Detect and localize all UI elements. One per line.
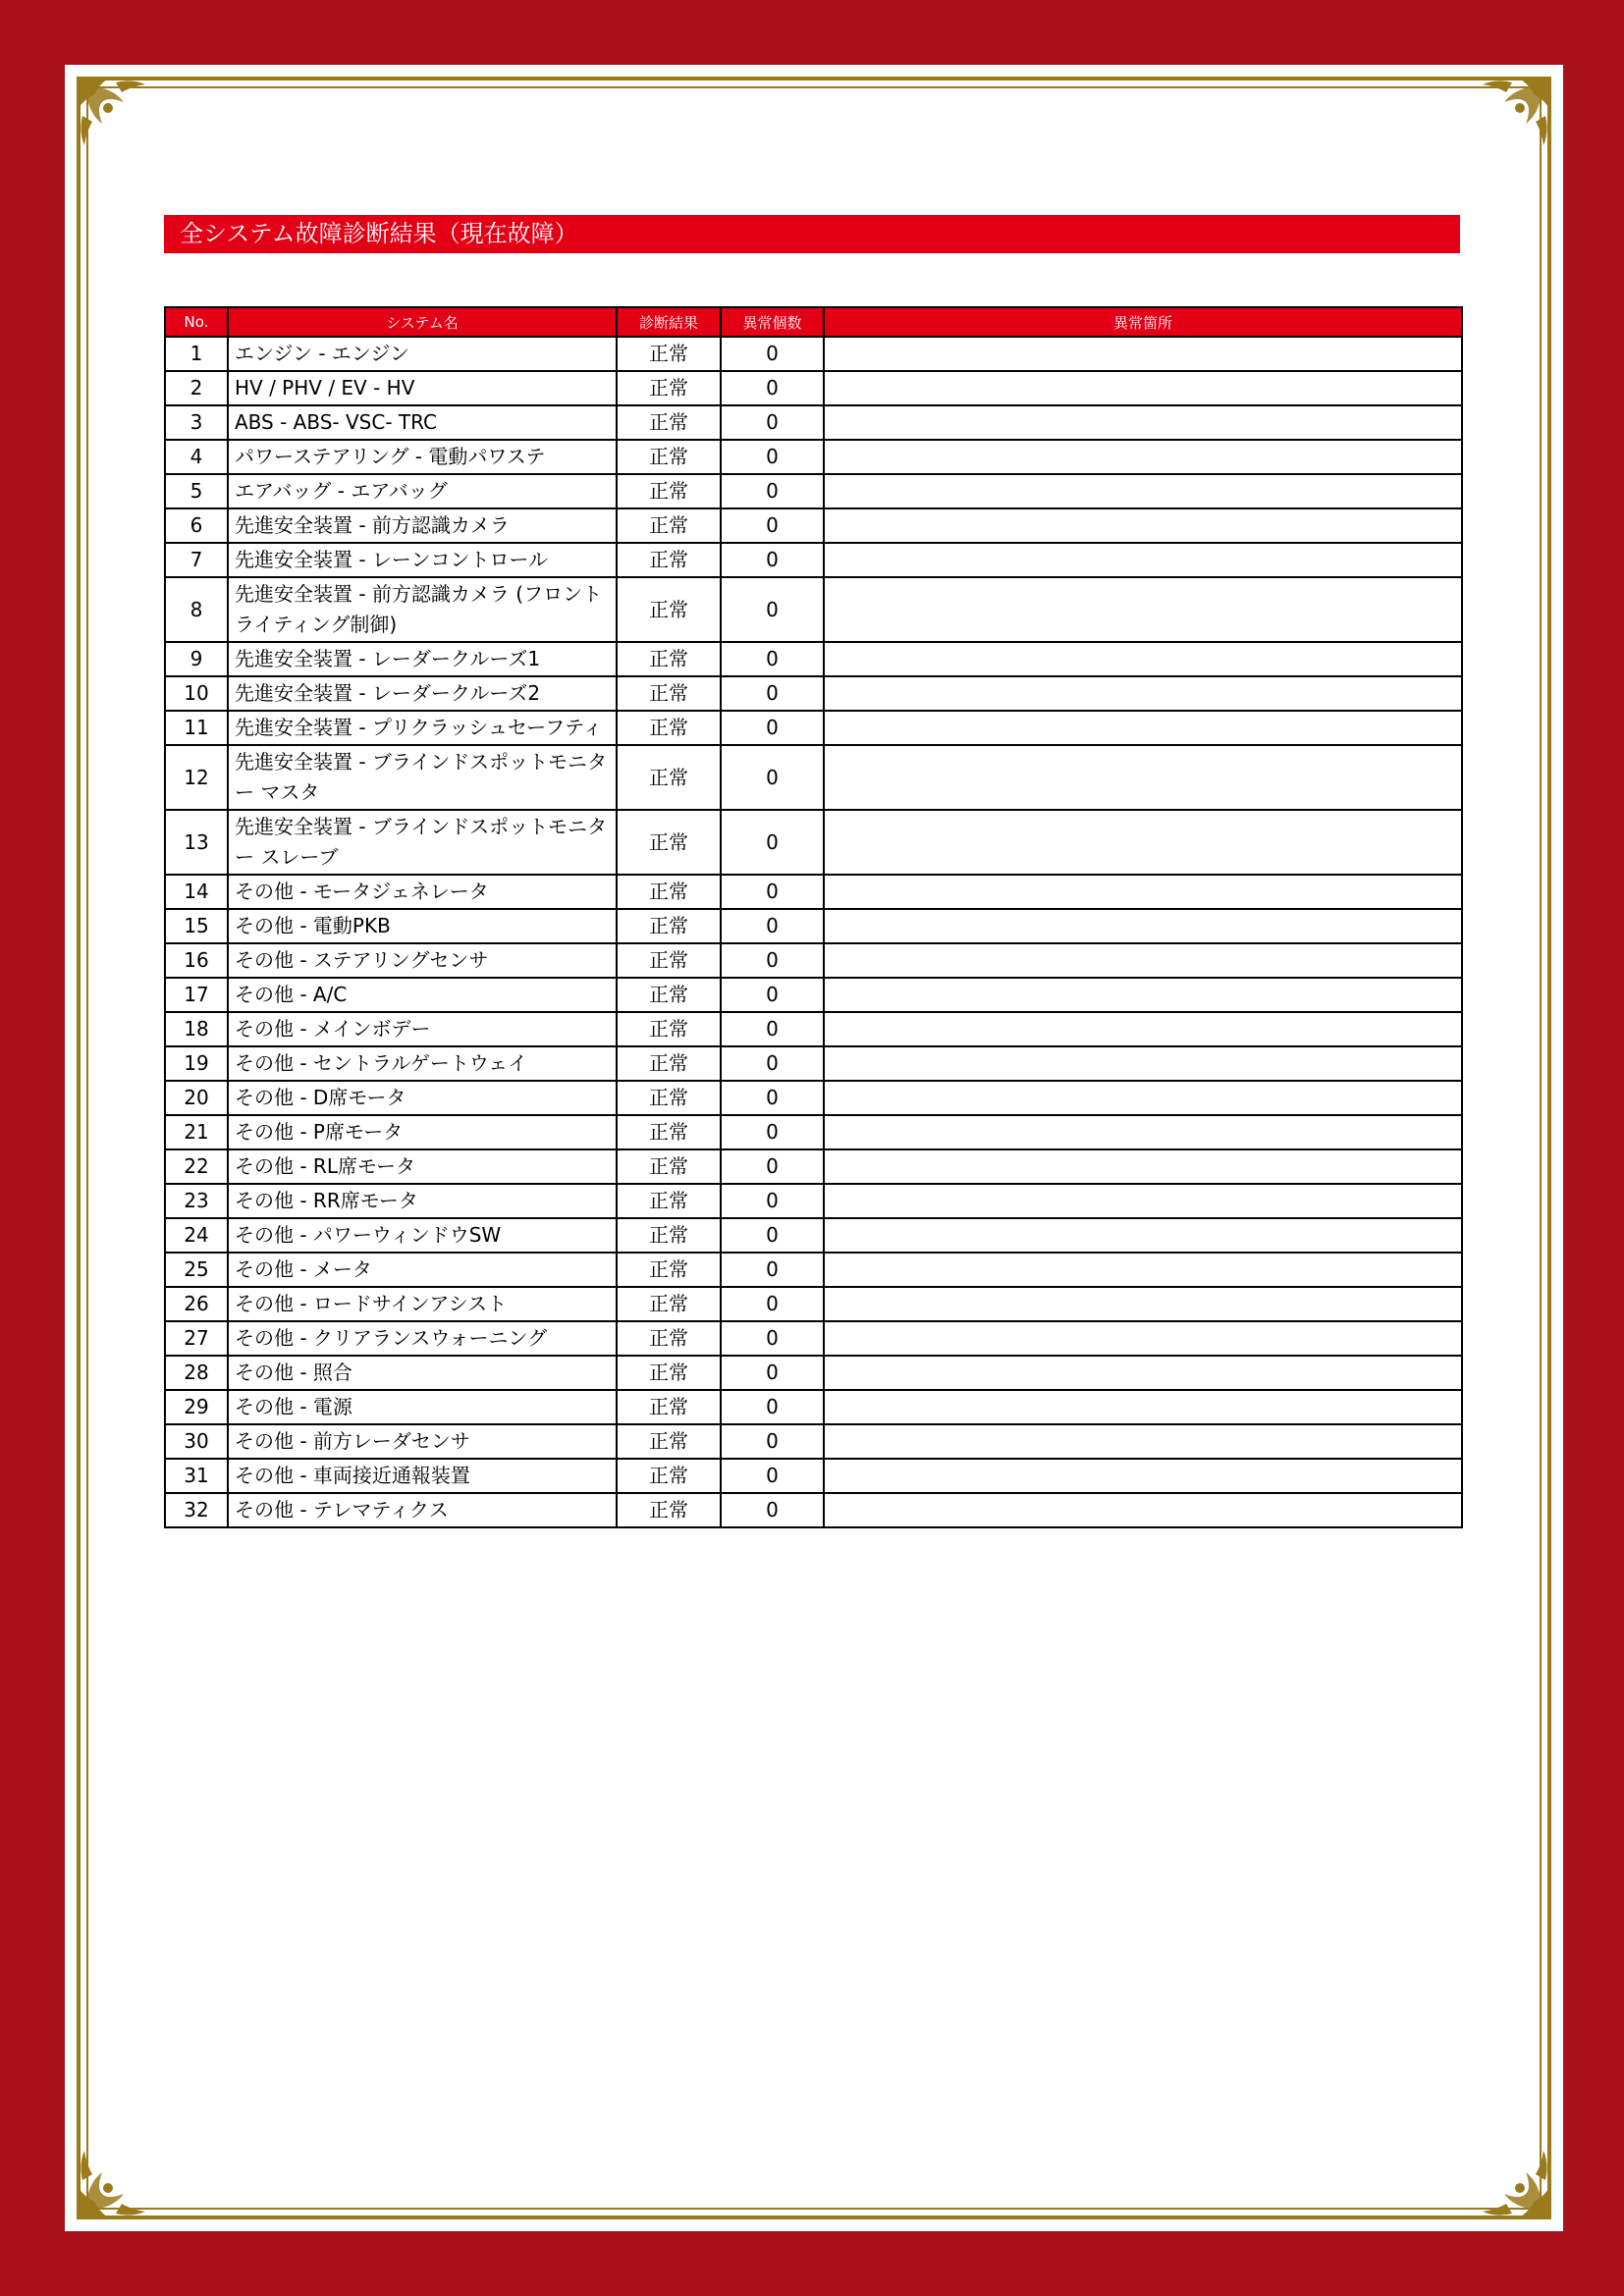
row-location bbox=[824, 1493, 1462, 1527]
row-location bbox=[824, 1115, 1462, 1149]
row-count: 0 bbox=[721, 943, 824, 978]
row-system-name: 先進安全装置 - レーンコントロール bbox=[228, 543, 617, 577]
table-row bbox=[165, 1459, 1462, 1493]
row-system-name: 先進安全装置 - レーダークルーズ1 bbox=[228, 642, 617, 676]
row-system-name: その他 - パワーウィンドウSW bbox=[228, 1218, 617, 1253]
row-no: 13 bbox=[165, 810, 228, 875]
row-no: 27 bbox=[165, 1321, 228, 1356]
row-result: 正常 bbox=[617, 1253, 721, 1287]
table-row bbox=[165, 943, 1462, 978]
row-system-name: その他 - 電動PKB bbox=[228, 909, 617, 943]
row-location bbox=[824, 1012, 1462, 1046]
table-row bbox=[165, 1046, 1462, 1081]
report-page bbox=[65, 65, 1563, 2231]
row-no: 26 bbox=[165, 1287, 228, 1321]
row-count: 0 bbox=[721, 1356, 824, 1390]
row-system-name: 先進安全装置 - レーダークルーズ2 bbox=[228, 676, 617, 711]
row-location bbox=[824, 943, 1462, 978]
row-no: 32 bbox=[165, 1493, 228, 1527]
row-result: 正常 bbox=[617, 875, 721, 909]
row-result: 正常 bbox=[617, 1493, 721, 1527]
table-row bbox=[165, 337, 1462, 371]
row-result: 正常 bbox=[617, 1424, 721, 1459]
row-system-name: 先進安全装置 - 前方認識カメラ (フロントライティング制御) bbox=[228, 577, 617, 642]
row-result: 正常 bbox=[617, 1459, 721, 1493]
header-location: 異常箇所 bbox=[824, 307, 1462, 337]
table-row bbox=[165, 508, 1462, 543]
row-result: 正常 bbox=[617, 1046, 721, 1081]
row-location bbox=[824, 745, 1462, 810]
row-count: 0 bbox=[721, 405, 824, 440]
row-location bbox=[824, 875, 1462, 909]
row-count: 0 bbox=[721, 1459, 824, 1493]
row-result: 正常 bbox=[617, 337, 721, 371]
row-count: 0 bbox=[721, 1287, 824, 1321]
row-no: 18 bbox=[165, 1012, 228, 1046]
row-no: 28 bbox=[165, 1356, 228, 1390]
row-count: 0 bbox=[721, 543, 824, 577]
row-result: 正常 bbox=[617, 1390, 721, 1424]
row-no: 16 bbox=[165, 943, 228, 978]
row-result: 正常 bbox=[617, 676, 721, 711]
table-row bbox=[165, 1184, 1462, 1218]
row-system-name: その他 - モータジェネレータ bbox=[228, 875, 617, 909]
row-result: 正常 bbox=[617, 1115, 721, 1149]
row-count: 0 bbox=[721, 642, 824, 676]
row-count: 0 bbox=[721, 1115, 824, 1149]
row-location bbox=[824, 909, 1462, 943]
header-system-name: システム名 bbox=[228, 307, 617, 337]
row-result: 正常 bbox=[617, 810, 721, 875]
row-no: 3 bbox=[165, 405, 228, 440]
row-location bbox=[824, 1321, 1462, 1356]
row-count: 0 bbox=[721, 371, 824, 405]
row-result: 正常 bbox=[617, 1321, 721, 1356]
row-no: 30 bbox=[165, 1424, 228, 1459]
row-system-name: その他 - ステアリングセンサ bbox=[228, 943, 617, 978]
row-result: 正常 bbox=[617, 1356, 721, 1390]
row-count: 0 bbox=[721, 1046, 824, 1081]
row-location bbox=[824, 1218, 1462, 1253]
row-system-name: その他 - 前方レーダセンサ bbox=[228, 1424, 617, 1459]
header-no: No. bbox=[165, 307, 228, 337]
row-location bbox=[824, 1046, 1462, 1081]
row-system-name: エアバッグ - エアバッグ bbox=[228, 474, 617, 508]
table-row bbox=[165, 1115, 1462, 1149]
row-system-name: 先進安全装置 - ブラインドスポットモニター スレーブ bbox=[228, 810, 617, 875]
row-no: 10 bbox=[165, 676, 228, 711]
row-count: 0 bbox=[721, 1218, 824, 1253]
row-no: 12 bbox=[165, 745, 228, 810]
table-row bbox=[165, 1149, 1462, 1184]
row-no: 5 bbox=[165, 474, 228, 508]
row-system-name: パワーステアリング - 電動パワステ bbox=[228, 440, 617, 474]
row-no: 11 bbox=[165, 711, 228, 745]
row-no: 19 bbox=[165, 1046, 228, 1081]
row-location bbox=[824, 1184, 1462, 1218]
row-system-name: その他 - 車両接近通報装置 bbox=[228, 1459, 617, 1493]
row-location bbox=[824, 1081, 1462, 1115]
row-count: 0 bbox=[721, 810, 824, 875]
row-system-name: その他 - A/C bbox=[228, 978, 617, 1012]
table-row bbox=[165, 642, 1462, 676]
row-result: 正常 bbox=[617, 909, 721, 943]
row-system-name: その他 - メインボデー bbox=[228, 1012, 617, 1046]
row-system-name: その他 - 照合 bbox=[228, 1356, 617, 1390]
row-count: 0 bbox=[721, 978, 824, 1012]
row-result: 正常 bbox=[617, 943, 721, 978]
row-location bbox=[824, 543, 1462, 577]
row-location bbox=[824, 1253, 1462, 1287]
row-result: 正常 bbox=[617, 1012, 721, 1046]
table-row bbox=[165, 543, 1462, 577]
row-system-name: 先進安全装置 - プリクラッシュセーフティ bbox=[228, 711, 617, 745]
row-count: 0 bbox=[721, 875, 824, 909]
row-system-name: その他 - RR席モータ bbox=[228, 1184, 617, 1218]
row-location bbox=[824, 337, 1462, 371]
row-count: 0 bbox=[721, 1390, 824, 1424]
row-count: 0 bbox=[721, 745, 824, 810]
row-result: 正常 bbox=[617, 642, 721, 676]
row-no: 4 bbox=[165, 440, 228, 474]
row-system-name: その他 - P席モータ bbox=[228, 1115, 617, 1149]
row-result: 正常 bbox=[617, 978, 721, 1012]
row-location bbox=[824, 676, 1462, 711]
row-no: 31 bbox=[165, 1459, 228, 1493]
row-no: 22 bbox=[165, 1149, 228, 1184]
row-no: 14 bbox=[165, 875, 228, 909]
row-no: 15 bbox=[165, 909, 228, 943]
row-system-name: エンジン - エンジン bbox=[228, 337, 617, 371]
row-location bbox=[824, 440, 1462, 474]
row-location bbox=[824, 508, 1462, 543]
row-count: 0 bbox=[721, 1149, 824, 1184]
row-system-name: その他 - セントラルゲートウェイ bbox=[228, 1046, 617, 1081]
table-row bbox=[165, 440, 1462, 474]
table-row bbox=[165, 909, 1462, 943]
row-count: 0 bbox=[721, 1493, 824, 1527]
table-row bbox=[165, 1218, 1462, 1253]
row-system-name: その他 - D席モータ bbox=[228, 1081, 617, 1115]
table-row bbox=[165, 1424, 1462, 1459]
row-result: 正常 bbox=[617, 577, 721, 642]
table-row bbox=[165, 1081, 1462, 1115]
table-row bbox=[165, 1390, 1462, 1424]
row-no: 29 bbox=[165, 1390, 228, 1424]
row-location bbox=[824, 642, 1462, 676]
row-location bbox=[824, 711, 1462, 745]
row-no: 23 bbox=[165, 1184, 228, 1218]
row-system-name: 先進安全装置 - 前方認識カメラ bbox=[228, 508, 617, 543]
row-count: 0 bbox=[721, 1081, 824, 1115]
row-location bbox=[824, 1390, 1462, 1424]
row-count: 0 bbox=[721, 1184, 824, 1218]
row-result: 正常 bbox=[617, 745, 721, 810]
row-system-name: HV / PHV / EV - HV bbox=[228, 371, 617, 405]
header-result: 診断結果 bbox=[617, 307, 721, 337]
row-result: 正常 bbox=[617, 405, 721, 440]
row-location bbox=[824, 474, 1462, 508]
table-row bbox=[165, 474, 1462, 508]
row-location bbox=[824, 1287, 1462, 1321]
table-row bbox=[165, 1356, 1462, 1390]
row-location bbox=[824, 810, 1462, 875]
row-location bbox=[824, 1356, 1462, 1390]
row-no: 7 bbox=[165, 543, 228, 577]
table-row bbox=[165, 577, 1462, 642]
table-row bbox=[165, 1321, 1462, 1356]
row-count: 0 bbox=[721, 474, 824, 508]
row-location bbox=[824, 1149, 1462, 1184]
ornament-corner-icon bbox=[73, 2137, 159, 2223]
diagnosis-table bbox=[164, 306, 1463, 1528]
row-system-name: その他 - 電源 bbox=[228, 1390, 617, 1424]
row-result: 正常 bbox=[617, 474, 721, 508]
table-row bbox=[165, 711, 1462, 745]
table-row bbox=[165, 1012, 1462, 1046]
row-count: 0 bbox=[721, 711, 824, 745]
ornament-corner-icon bbox=[1469, 73, 1555, 159]
table-row bbox=[165, 1253, 1462, 1287]
row-count: 0 bbox=[721, 440, 824, 474]
row-no: 21 bbox=[165, 1115, 228, 1149]
row-result: 正常 bbox=[617, 711, 721, 745]
row-no: 20 bbox=[165, 1081, 228, 1115]
row-no: 25 bbox=[165, 1253, 228, 1287]
row-count: 0 bbox=[721, 1012, 824, 1046]
row-system-name: その他 - ロードサインアシスト bbox=[228, 1287, 617, 1321]
row-no: 2 bbox=[165, 371, 228, 405]
table-row bbox=[165, 676, 1462, 711]
row-result: 正常 bbox=[617, 1184, 721, 1218]
row-result: 正常 bbox=[617, 1149, 721, 1184]
row-count: 0 bbox=[721, 676, 824, 711]
table-row bbox=[165, 810, 1462, 875]
row-count: 0 bbox=[721, 508, 824, 543]
row-location bbox=[824, 1424, 1462, 1459]
table-row bbox=[165, 978, 1462, 1012]
table-row bbox=[165, 371, 1462, 405]
row-no: 17 bbox=[165, 978, 228, 1012]
row-result: 正常 bbox=[617, 440, 721, 474]
row-count: 0 bbox=[721, 1253, 824, 1287]
row-result: 正常 bbox=[617, 508, 721, 543]
row-result: 正常 bbox=[617, 1081, 721, 1115]
header-count: 異常個数 bbox=[721, 307, 824, 337]
row-no: 1 bbox=[165, 337, 228, 371]
row-system-name: その他 - テレマティクス bbox=[228, 1493, 617, 1527]
row-system-name: その他 - クリアランスウォーニング bbox=[228, 1321, 617, 1356]
row-system-name: ABS - ABS- VSC- TRC bbox=[228, 405, 617, 440]
table-row bbox=[165, 405, 1462, 440]
row-no: 9 bbox=[165, 642, 228, 676]
row-location bbox=[824, 577, 1462, 642]
row-result: 正常 bbox=[617, 1218, 721, 1253]
ornament-corner-icon bbox=[73, 73, 159, 159]
row-count: 0 bbox=[721, 909, 824, 943]
row-result: 正常 bbox=[617, 1287, 721, 1321]
table-row bbox=[165, 1287, 1462, 1321]
row-count: 0 bbox=[721, 1424, 824, 1459]
row-location bbox=[824, 978, 1462, 1012]
row-no: 6 bbox=[165, 508, 228, 543]
row-no: 24 bbox=[165, 1218, 228, 1253]
row-system-name: その他 - メータ bbox=[228, 1253, 617, 1287]
row-location bbox=[824, 371, 1462, 405]
row-location bbox=[824, 405, 1462, 440]
row-system-name: 先進安全装置 - ブラインドスポットモニター マスタ bbox=[228, 745, 617, 810]
table-header-row bbox=[165, 307, 1462, 337]
row-count: 0 bbox=[721, 577, 824, 642]
table-row bbox=[165, 745, 1462, 810]
table-row bbox=[165, 875, 1462, 909]
ornament-corner-icon bbox=[1469, 2137, 1555, 2223]
row-count: 0 bbox=[721, 1321, 824, 1356]
table-row bbox=[165, 1493, 1462, 1527]
row-location bbox=[824, 1459, 1462, 1493]
row-count: 0 bbox=[721, 337, 824, 371]
row-result: 正常 bbox=[617, 371, 721, 405]
row-system-name: その他 - RL席モータ bbox=[228, 1149, 617, 1184]
page-title: 全システム故障診断結果（現在故障） bbox=[164, 215, 1460, 253]
row-result: 正常 bbox=[617, 543, 721, 577]
row-no: 8 bbox=[165, 577, 228, 642]
